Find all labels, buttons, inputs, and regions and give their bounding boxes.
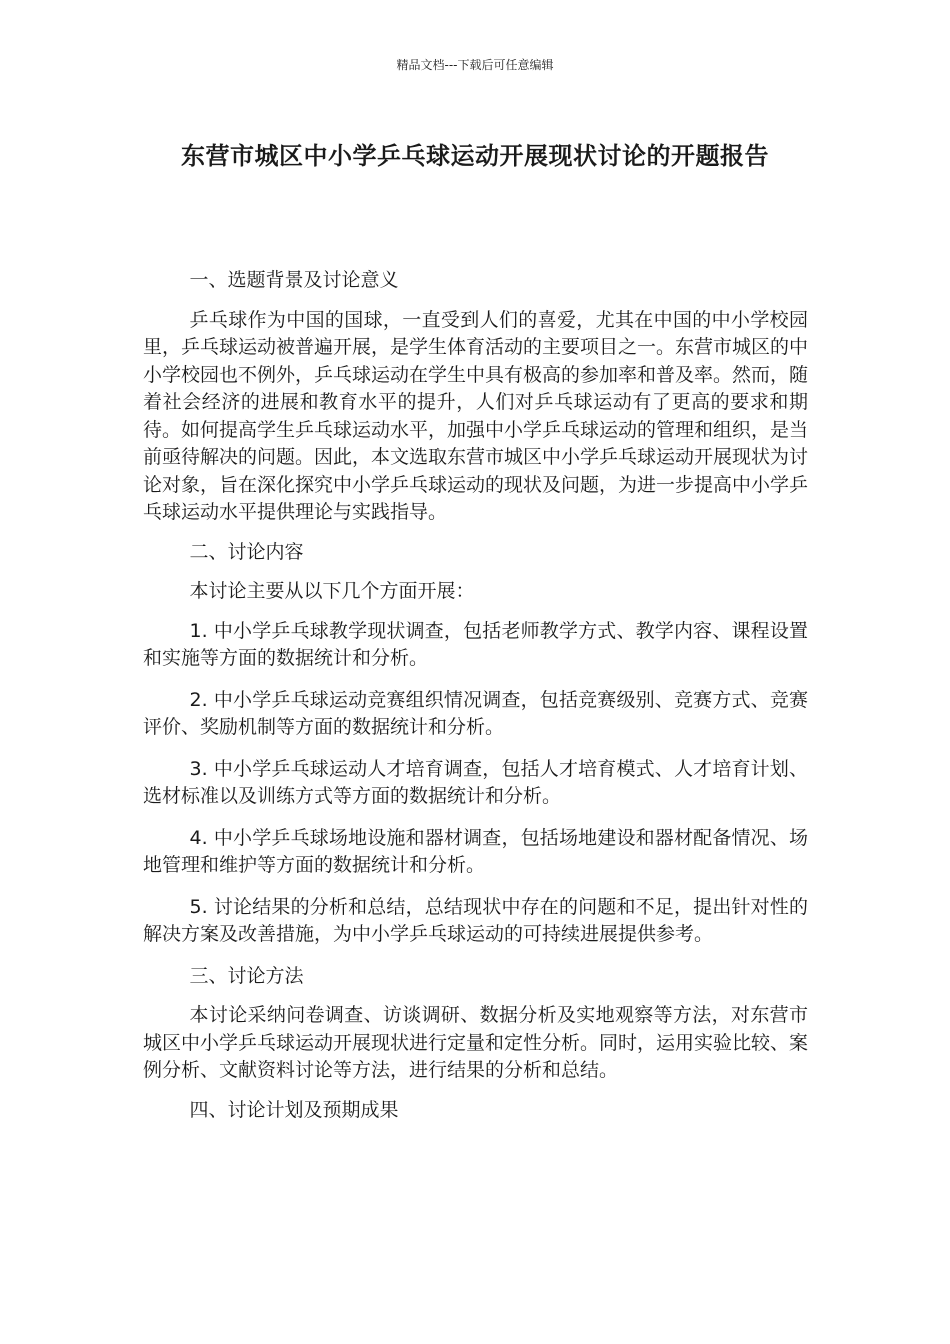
list-item-facilities-survey: 4. 中小学乒乓球场地设施和器材调查，包括场地建设和器材配备情况、场地管理和维护等方面的数据统计和分析。 xyxy=(143,826,808,876)
page-header-note: 精品文档---下载后可任意编辑 xyxy=(396,58,554,72)
list-item-talent-survey: 3. 中小学乒乓球运动人才培育调查，包括人才培育模式、人才培育计划、选材标准以及训练方式等方面的数据统计和分析。 xyxy=(143,757,808,807)
section-heading-plan: 四、讨论计划及预期成果 xyxy=(189,1098,399,1121)
list-item-results-summary: 5. 讨论结果的分析和总结，总结现状中存在的问题和不足，提出针对性的解决方案及改善措施，为中小学乒乓球运动的可持续进展提供参考。 xyxy=(143,895,808,945)
document-title: 东营市城区中小学乒乓球运动开展现状讨论的开题报告 xyxy=(181,142,769,170)
paragraph-content-intro: 本讨论主要从以下几个方面开展： xyxy=(189,580,475,602)
document-body xyxy=(143,267,808,1136)
section-heading-content: 二、讨论内容 xyxy=(189,540,304,563)
section-heading-methods: 三、讨论方法 xyxy=(189,964,304,987)
list-item-competition-survey: 2. 中小学乒乓球运动竞赛组织情况调查，包括竞赛级别、竞赛方式、竞赛评价、奖励机制等方面的数据统计和分析。 xyxy=(143,688,808,738)
list-item-teaching-survey: 1. 中小学乒乓球教学现状调查，包括老师教学方式、教学内容、课程设置和实施等方面的数据统计和分析。 xyxy=(143,619,808,669)
paragraph-background: 乒乓球作为中国的国球，一直受到人们的喜爱，尤其在中国的中小学校园里，乒乓球运动被普遍开展，是学生体育活动的主要项目之一。东营市城区的中小学校园也不例外，乒乓球运动在学生中具有极高的参加率和普及率。然而，随着社会经济的进展和教育水平的提升，人们对乒乓球运动有了更高的要求和期待。如何提高学生乒乓球运动水平，加强中小学乒乓球运动的管理和组织，是当前亟待解决的问题。因此，本文选取东营市城区中小学乒乓球运动开展现状为讨论对象，旨在深化探究中小学乒乓球运动的现状及问题，为进一步提高中小学乒乓球运动水平提供理论与实践指导。 xyxy=(143,308,809,523)
section-heading-background: 一、选题背景及讨论意义 xyxy=(189,269,399,291)
paragraph-methods: 本讨论采纳问卷调查、访谈调研、数据分析及实地观察等方法，对东营市城区中小学乒乓球运动开展现状进行定量和定性分析。同时，运用实验比较、案例分析、文献资料讨论等方法，进行结果的分析和总结。 xyxy=(143,1004,809,1081)
